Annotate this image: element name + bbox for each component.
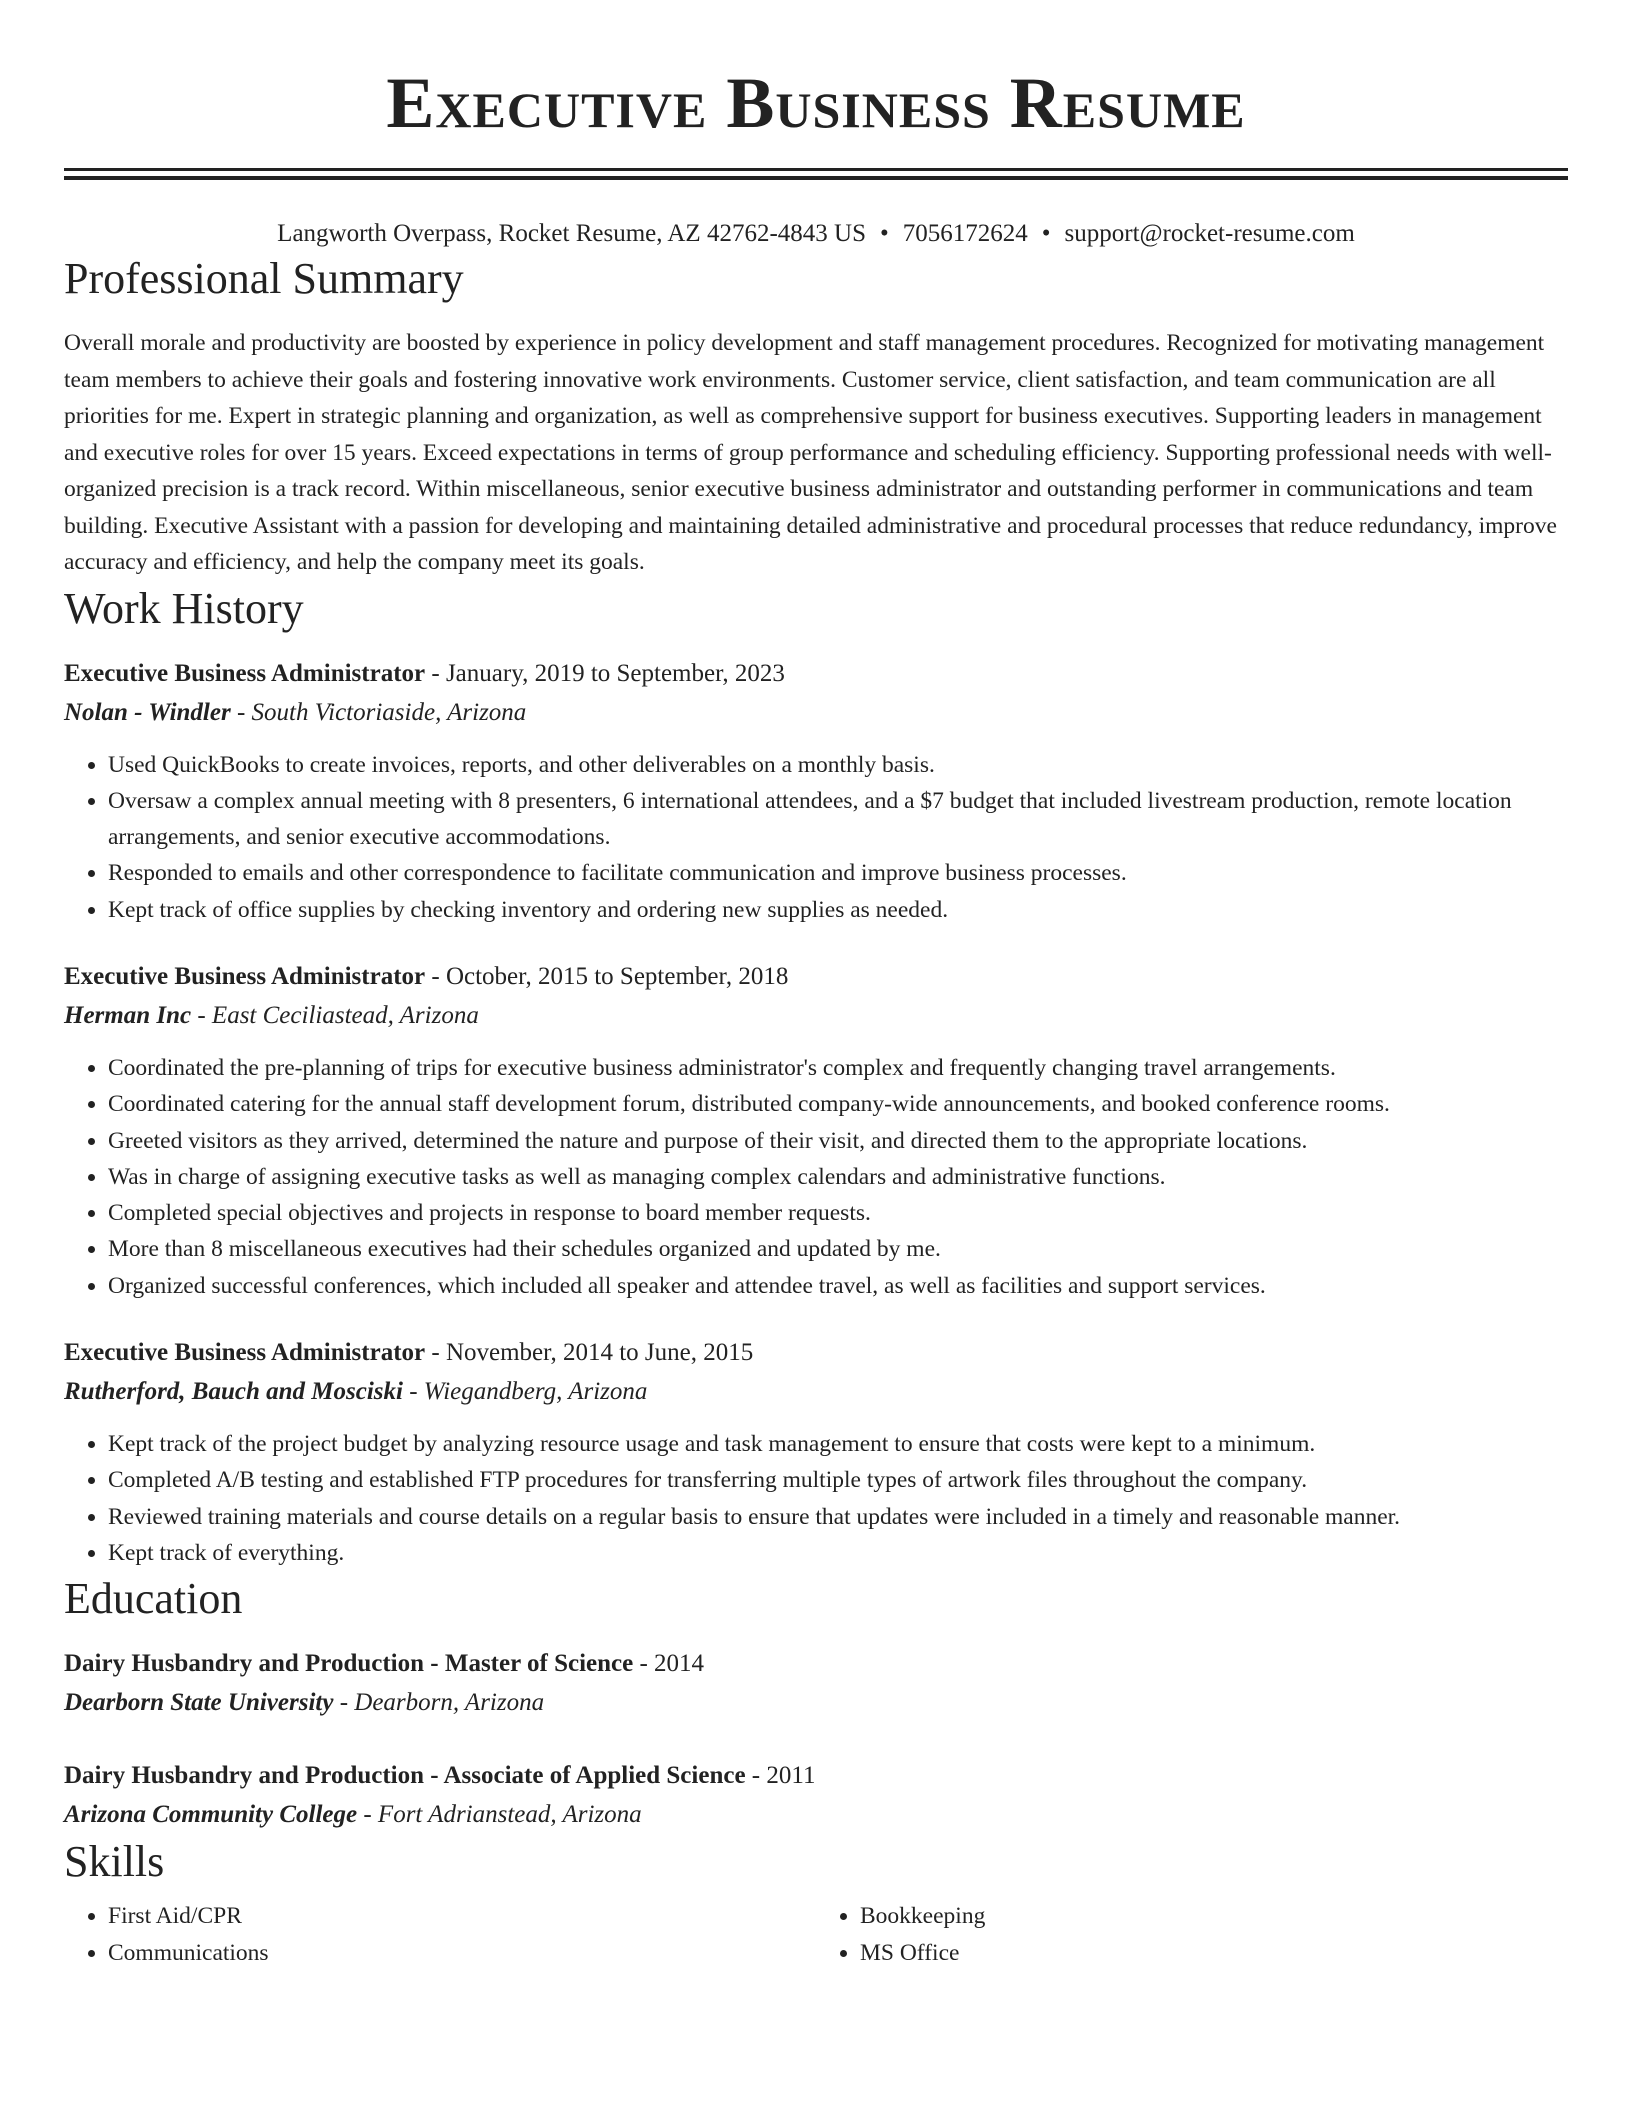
job-bullet: • Responded to emails and other correspondence to facilitate communication and improve business processes. bbox=[108, 855, 1568, 891]
job-bullet: • Coordinated the pre-planning of trips for executive business administrator's complex and frequently changing travel arrangements. bbox=[108, 1050, 1568, 1086]
education-school: Dearborn State University bbox=[64, 1689, 334, 1717]
job-bullet: • Completed special objectives and projects in response to board member requests. bbox=[108, 1195, 1568, 1231]
job-entry bbox=[64, 1334, 1568, 1571]
education-heading: Education bbox=[64, 1574, 243, 1624]
education-year: - 2011 bbox=[745, 1762, 816, 1790]
education-entry bbox=[64, 1645, 1568, 1722]
contact-separator: • bbox=[1041, 220, 1051, 247]
job-bullet: • Coordinated catering for the annual staff development forum, distributed company-wide announcements, and booked conference rooms. bbox=[108, 1086, 1568, 1122]
job-bullet: • Greeted visitors as they arrived, determined the nature and purpose of their visit, and directed them to the appropriate locations. bbox=[108, 1123, 1568, 1159]
contact-line bbox=[64, 217, 1568, 251]
job-bullets bbox=[64, 1050, 1568, 1304]
job-company-line bbox=[64, 693, 1568, 732]
education-school: Arizona Community College bbox=[64, 1801, 358, 1829]
job-title: Executive Business Administrator bbox=[64, 659, 426, 687]
job-dates: - November, 2014 to June, 2015 bbox=[425, 1339, 754, 1367]
job-bullet: • Reviewed training materials and course details on a regular basis to ensure that updates were included in a timely and reasonable manner. bbox=[108, 1499, 1568, 1535]
job-role-line bbox=[64, 958, 1568, 996]
skills-heading: Skills bbox=[64, 1837, 165, 1887]
job-location: - Wiegandberg, Arizona bbox=[402, 1378, 648, 1406]
resume-title: Executive Business Resume bbox=[386, 63, 1246, 143]
work-history-heading: Work History bbox=[64, 583, 304, 633]
job-role-line bbox=[64, 655, 1568, 693]
job-entry bbox=[64, 655, 1568, 928]
education-location: - Dearborn, Arizona bbox=[333, 1689, 545, 1717]
skill-item: • Bookkeeping bbox=[860, 1898, 1568, 1934]
skills-list bbox=[64, 1898, 1568, 1971]
skill-item: • Communications bbox=[108, 1935, 816, 1971]
education-degree-line bbox=[64, 1757, 1568, 1795]
job-bullets bbox=[64, 1426, 1568, 1571]
summary-text: Overall morale and productivity are boosted by experience in policy development and staff management procedures. Recognized for motivating management team members to achieve their goals and fostering innovative work environments. Customer service, client satisfaction, and team communication are all priorities for me. Expert in strategic planning and organization, as well as comprehensive support for business executives. Supporting leaders in management and executive roles for over 15 years. Exceed expectations in terms of group performance and scheduling efficiency. Supporting professional needs with well-organized precision is a track record. Within miscellaneous, senior executive business administrator and outstanding performer in communications and team building. Executive Assistant with a passion for developing and maintaining detailed administrative and procedural processes that reduce redundancy, improve accuracy and efficiency, and help the company meet its goals. bbox=[64, 330, 1557, 575]
job-dates: - January, 2019 to September, 2023 bbox=[425, 659, 785, 687]
job-bullet: • Organized successful conferences, which included all speaker and attendee travel, as well as facilities and support services. bbox=[108, 1268, 1568, 1304]
title-double-rule bbox=[64, 168, 1568, 180]
job-dates: - October, 2015 to September, 2018 bbox=[425, 962, 789, 990]
job-title: Executive Business Administrator bbox=[64, 1339, 426, 1367]
job-company: Rutherford, Bauch and Mosciski bbox=[64, 1378, 403, 1406]
job-location: - South Victoriaside, Arizona bbox=[230, 698, 527, 726]
job-bullet: • Used QuickBooks to create invoices, reports, and other deliverables on a monthly basis. bbox=[108, 747, 1568, 783]
contact-address: Langworth Overpass, Rocket Resume, AZ 42762-4843 US bbox=[277, 220, 866, 247]
education-school-line bbox=[64, 1795, 1568, 1834]
summary-heading: Professional Summary bbox=[64, 254, 464, 303]
job-company: Nolan - Windler bbox=[64, 698, 231, 726]
contact-phone: 7056172624 bbox=[902, 220, 1028, 247]
education-entry bbox=[64, 1757, 1568, 1834]
job-bullets bbox=[64, 747, 1568, 928]
job-bullet: • Kept track of the project budget by analyzing resource usage and task management to ensure that costs were kept to a minimum. bbox=[108, 1426, 1568, 1462]
education-location: - Fort Adrianstead, Arizona bbox=[357, 1801, 642, 1829]
education-degree: Dairy Husbandry and Production - Master of Science bbox=[64, 1650, 634, 1678]
job-bullet: • Kept track of office supplies by checking inventory and ordering new supplies as needed. bbox=[108, 892, 1568, 928]
education-school-line bbox=[64, 1683, 1568, 1722]
job-entry bbox=[64, 958, 1568, 1304]
job-company: Herman Inc bbox=[64, 1001, 192, 1029]
job-company-line bbox=[64, 996, 1568, 1035]
job-title: Executive Business Administrator bbox=[64, 962, 426, 990]
job-bullet: • Oversaw a complex annual meeting with 8 presenters, 6 international attendees, and a $7 budget that included livestream production, remote location arrangements, and senior executive accommodations. bbox=[108, 783, 1568, 856]
job-location: - East Ceciliastead, Arizona bbox=[191, 1001, 479, 1029]
education-year: - 2014 bbox=[633, 1650, 705, 1678]
skill-item: • MS Office bbox=[860, 1935, 1568, 1971]
job-role-line bbox=[64, 1334, 1568, 1372]
education-degree: Dairy Husbandry and Production - Associate of Applied Science bbox=[64, 1762, 746, 1790]
education-degree-line bbox=[64, 1645, 1568, 1683]
job-company-line bbox=[64, 1372, 1568, 1411]
skill-item: • First Aid/CPR bbox=[108, 1898, 816, 1934]
job-bullet: • More than 8 miscellaneous executives had their schedules organized and updated by me. bbox=[108, 1231, 1568, 1267]
contact-email: support@rocket-resume.com bbox=[1064, 220, 1355, 247]
job-bullet: • Kept track of everything. bbox=[108, 1535, 1568, 1571]
skills-column-left bbox=[64, 1898, 816, 1971]
job-bullet: • Was in charge of assigning executive tasks as well as managing complex calendars and administrative functions. bbox=[108, 1159, 1568, 1195]
skills-column-right bbox=[816, 1898, 1568, 1971]
job-bullet: • Completed A/B testing and established FTP procedures for transferring multiple types of artwork files throughout the company. bbox=[108, 1462, 1568, 1498]
contact-separator: • bbox=[879, 220, 889, 247]
